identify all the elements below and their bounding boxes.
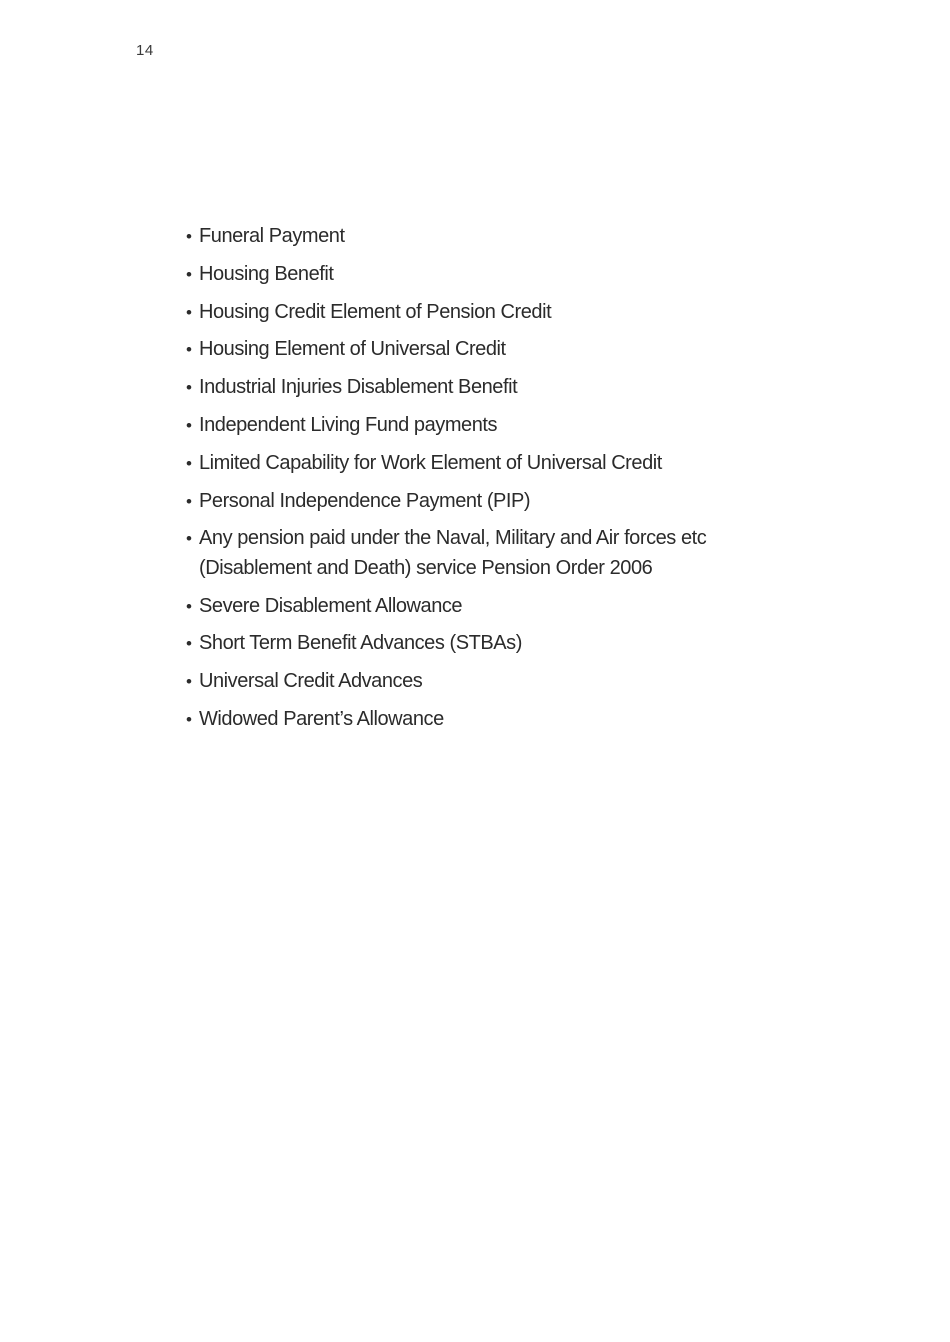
bullet-icon: •	[186, 634, 192, 654]
list-item	[186, 524, 786, 583]
list-item-text	[199, 667, 786, 697]
list-item-line: Independent Living Fund payments	[199, 413, 498, 436]
list-item	[186, 373, 786, 403]
list-item-line: Universal Credit Advances	[199, 670, 423, 693]
bullet-icon: •	[186, 596, 192, 616]
list-item	[186, 335, 786, 365]
bullet-icon: •	[186, 491, 192, 511]
list-item-text	[199, 411, 786, 441]
list-item-line: Funeral Payment	[199, 225, 345, 247]
bullet-icon: •	[186, 672, 192, 692]
bullet-icon: •	[186, 340, 192, 360]
list-item	[186, 592, 786, 622]
list-item-line: Any pension paid under the Naval, Military and Air forces etc	[199, 527, 707, 550]
list-item-line: Widowed Parent’s Allowance	[199, 708, 444, 731]
list-item	[186, 449, 786, 479]
benefits-list	[186, 222, 786, 743]
bullet-icon: •	[186, 415, 192, 435]
list-item-line: Housing Credit Element of Pension Credit	[199, 300, 552, 323]
list-item	[186, 629, 786, 659]
list-item-text	[199, 524, 786, 583]
list-item-line: Limited Capability for Work Element of Universal Credit	[199, 451, 662, 474]
list-item-text	[199, 592, 786, 622]
list-item	[186, 705, 786, 735]
list-item-text	[199, 260, 786, 290]
bullet-icon: •	[186, 710, 192, 730]
list-item	[186, 411, 786, 441]
list-item-text	[199, 487, 786, 517]
list-item-text	[199, 629, 786, 659]
list-item	[186, 667, 786, 697]
list-item	[186, 260, 786, 290]
list-item-line: Severe Disablement Allowance	[199, 594, 463, 617]
bullet-icon: •	[186, 453, 192, 473]
list-item-line: Short Term Benefit Advances (STBAs)	[199, 632, 522, 655]
list-item-line: Personal Independence Payment (PIP)	[199, 489, 531, 512]
list-item-text	[199, 449, 786, 479]
bullet-icon: •	[186, 529, 192, 549]
list-item-line: (Disablement and Death) service Pension Order 2006	[199, 556, 653, 579]
list-item-text	[199, 222, 786, 252]
bullet-icon: •	[186, 264, 192, 284]
bullet-icon: •	[186, 302, 192, 322]
list-item-text	[199, 373, 786, 403]
list-item-text	[199, 335, 786, 365]
list-item-text	[199, 705, 786, 735]
list-item-line: Housing Benefit	[199, 262, 334, 285]
page-number: 14	[136, 42, 154, 59]
list-item-text	[199, 298, 786, 328]
list-item	[186, 222, 786, 252]
list-item-line: Industrial Injuries Disablement Benefit	[199, 376, 518, 399]
list-item	[186, 298, 786, 328]
list-item-line: Housing Element of Universal Credit	[199, 338, 506, 361]
list-item	[186, 487, 786, 517]
bullet-icon: •	[186, 227, 192, 246]
bullet-icon: •	[186, 378, 192, 398]
